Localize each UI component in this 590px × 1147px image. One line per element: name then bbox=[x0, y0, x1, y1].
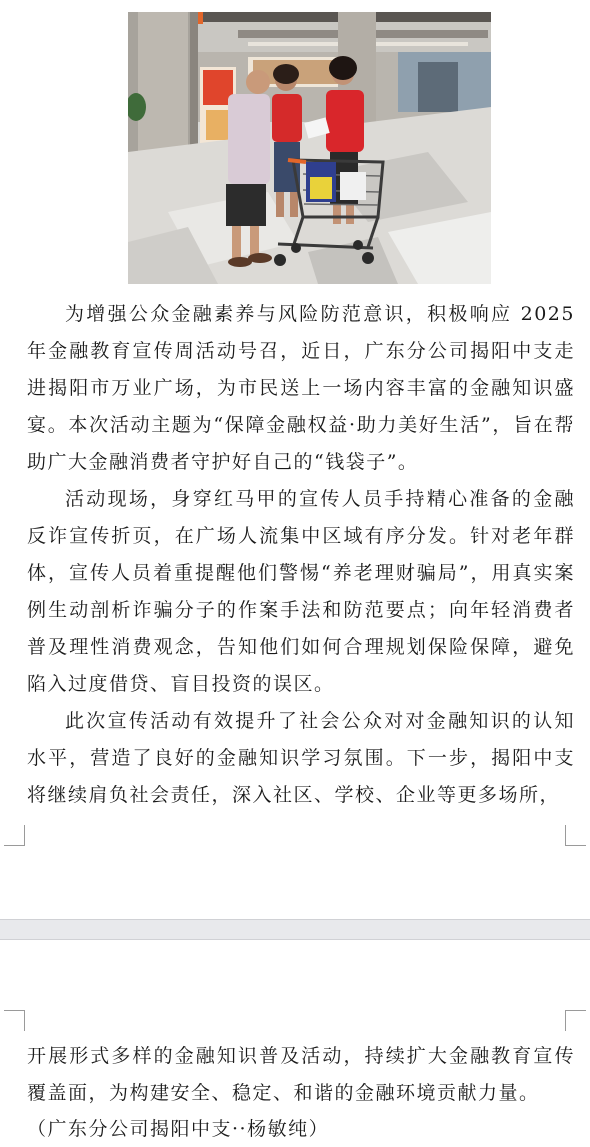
article-paragraph-3 bbox=[27, 703, 575, 814]
paragraph-text: 活动现场，身穿红马甲的宣传人员手持精心准备的金融反诈宣传折页，在广场人流集中区域有序分发。针对老年群体，宣传人员着重提醒他们警惕“养老理财骗局”，用真实案例生动剖析诈骗分子的作案手法和防范要点；向年轻消费者普及理性消费观念，告知他们如何合理规划保险保障，避免陷入过度借贷、盲目投资的误区。 bbox=[27, 488, 575, 695]
event-photo bbox=[128, 12, 491, 284]
page-corner-mark bbox=[565, 1010, 586, 1031]
article-paragraph-1 bbox=[27, 296, 575, 481]
article-paragraph-continued bbox=[27, 1038, 575, 1112]
article-byline: （广东分公司揭阳中支··杨敏纯） bbox=[27, 1118, 330, 1140]
paragraph-text: 为增强公众金融素养与风险防范意识，积极响应 2025 年金融教育宣传周活动号召，近日，广东分公司揭阳中支走进揭阳市万业广场，为市民送上一场内容丰富的金融知识盛宴。本次活动主题为“保障金融权益·助力美好生活”，旨在帮助广大金融消费者守护好自己的“钱袋子”。 bbox=[27, 303, 575, 473]
page-break-separator bbox=[0, 919, 590, 940]
page-corner-mark bbox=[4, 1010, 25, 1031]
page-corner-mark bbox=[565, 825, 586, 846]
article-paragraph-2 bbox=[27, 481, 575, 703]
page-corner-mark bbox=[4, 825, 25, 846]
paragraph-text: 此次宣传活动有效提升了社会公众对对金融知识的认知水平，营造了良好的金融知识学习氛围。下一步，揭阳中支将继续肩负社会责任，深入社区、学校、企业等更多场所， bbox=[27, 710, 575, 806]
paragraph-text: 开展形式多样的金融知识普及活动，持续扩大金融教育宣传覆盖面，为构建安全、稳定、和谐的金融环境贡献力量。 bbox=[27, 1045, 575, 1104]
